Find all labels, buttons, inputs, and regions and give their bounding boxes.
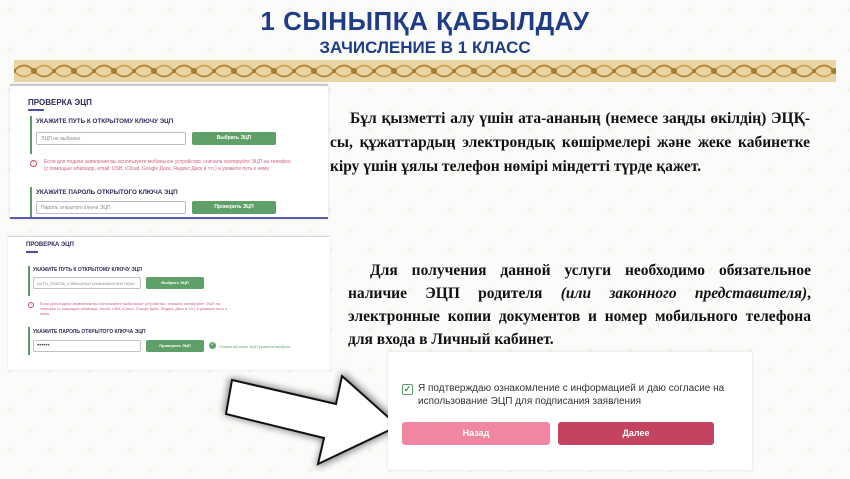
kazakh-description: Бұл қызметті алу үшін ата-ананың (немесе заңды өкілдің) ЭЦҚ-сы, құжаттардың электрондық көшірмелері және жеке кабинетке кіру үшін ұялы телефон нөмірі міндетті түрде қажет. <box>330 110 810 175</box>
section-bar <box>30 187 32 217</box>
key-path-label: УКАЖИТЕ ПУТЬ К ОТКРЫТОМУ КЛЮЧУ ЭЦП <box>36 118 174 125</box>
ru-text-part1: Для получения данной услуги необходимо обязательное наличие ЭЦП родителя <box>348 262 811 302</box>
key-path-input[interactable]: ЭЦП не выбрано <box>36 132 186 145</box>
ecp-check-panel-empty <box>10 84 328 219</box>
section-bar <box>28 327 30 355</box>
warning-icon: ! <box>30 160 37 167</box>
russian-description <box>348 259 811 351</box>
password-label: УКАЖИТЕ ПАРОЛЬ ОТКРЫТОГО КЛЮЧА ЭЦП <box>36 189 178 196</box>
consent-text: Я подтверждаю ознакомление с информацией и даю согласие на использование ЭЦП для подписания заявления <box>418 383 725 407</box>
check-ecp-button[interactable]: Проверить ЭЦП <box>146 340 204 352</box>
check-ecp-button[interactable]: Проверить ЭЦП <box>192 201 276 214</box>
panel-heading: ПРОВЕРКА ЭЦП <box>28 98 92 107</box>
password-label: УКАЖИТЕ ПАРОЛЬ ОТКРЫТОГО КЛЮЧА ЭЦП <box>33 329 146 335</box>
ru-text-part2: , электронные копии документов и номер мобильного телефона для входа в Личный кабинет. <box>348 285 811 348</box>
next-button[interactable]: Далее <box>558 422 714 445</box>
panel-heading: ПРОВЕРКА ЭЦП <box>26 242 74 248</box>
check-circle-icon: ✓ <box>210 342 215 348</box>
key-path-input[interactable]: AUTH_RSA256_e3f9b4d1f0a7c2e8b6d5a9c3f1e7b2d4... <box>33 277 141 289</box>
ecp-check-panel-filled <box>8 236 330 370</box>
arrow-right-icon <box>210 356 410 472</box>
back-button[interactable]: Назад <box>402 422 550 445</box>
key-path-label: УКАЖИТЕ ПУТЬ К ОТКРЫТОМУ КЛЮЧУ ЭЦП <box>33 267 143 273</box>
success-message: Открытый ключ ЭЦП успешно выбран <box>219 344 290 349</box>
password-input[interactable]: •••••• <box>33 340 141 352</box>
mobile-warning-text: Если для подачи заявления вы используете мобильное устройство, сначала скопируйте ЭЦП на телефон (с помощью whatsapp, email, USB, iCloud, Google Диск, Яндекс Диск и т.п.) и укажите путь к нему <box>44 159 291 172</box>
warning-icon: ! <box>28 302 34 308</box>
heading-underline <box>26 251 38 253</box>
choose-ecp-button[interactable]: Выбрать ЭЦП <box>192 132 276 145</box>
mobile-warning-text: Если для подачи заявления вы используете мобильное устройство, сначала скопируйте ЭЦП на телефон (с помощью whatsapp, email, USB, iCloud, Google Диск, Яндекс Диск и т.п.) и укажите путь к нему <box>40 301 227 316</box>
heading-underline <box>28 109 44 111</box>
page-title: 1 СЫНЫПҚА ҚАБЫЛДАУ <box>260 6 590 36</box>
consent-panel <box>388 352 752 470</box>
section-bar <box>28 266 30 296</box>
ru-text-italic: (или законного представителя) <box>560 285 808 302</box>
ornament-border <box>14 60 836 82</box>
section-bar <box>30 116 32 154</box>
consent-checkbox[interactable]: ✓ <box>403 384 412 394</box>
page-subtitle: ЗАЧИСЛЕНИЕ В 1 КЛАСС <box>319 38 531 57</box>
choose-ecp-button[interactable]: Выбрать ЭЦП <box>146 277 204 289</box>
password-input[interactable]: Пароль открытого ключа ЭЦП <box>36 201 186 214</box>
